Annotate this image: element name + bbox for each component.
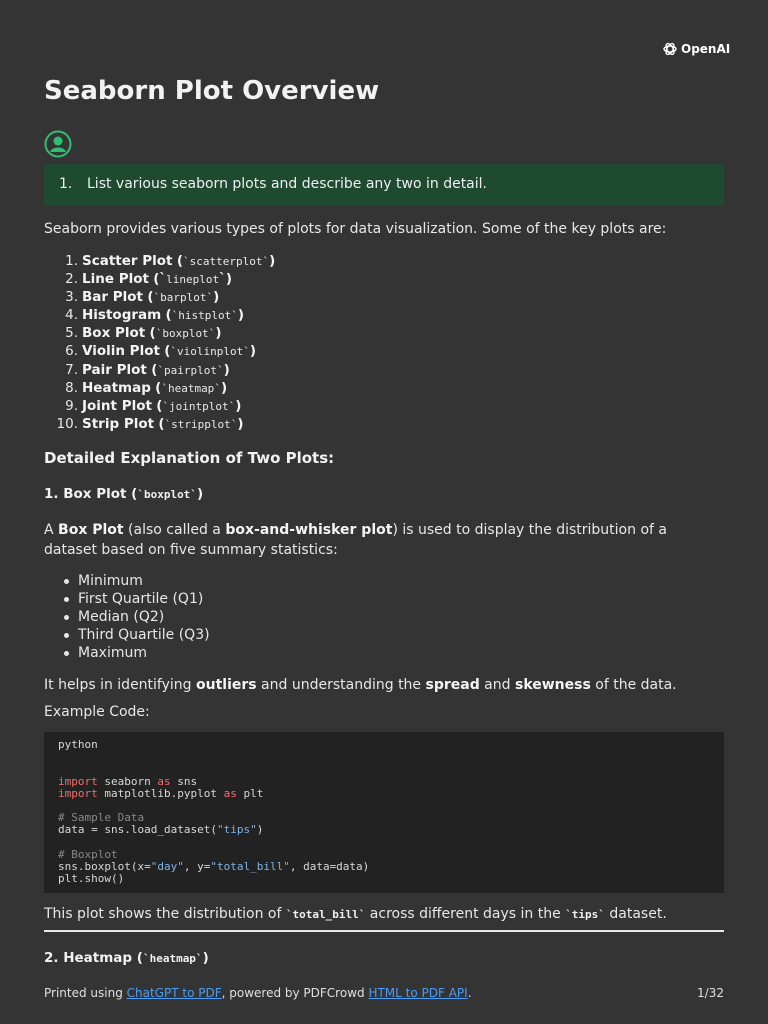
list-item: 1. Scatter Plot (`scatterplot`) <box>65 253 276 269</box>
openai-icon <box>662 41 678 57</box>
divider <box>44 930 724 932</box>
list-item: 5. Box Plot (`boxplot`) <box>65 325 222 342</box>
page-title: Seaborn Plot Overview <box>44 76 380 106</box>
code-line: plt.show() <box>58 872 125 886</box>
user-prompt <box>44 164 724 206</box>
list-item: 7. Pair Plot (`pairplot`) <box>65 361 230 378</box>
code-line: data = sns.load_dataset("tips") <box>58 823 264 837</box>
code-comment: # Boxplot <box>58 847 118 861</box>
list-item: First Quartile (Q1) <box>62 590 210 608</box>
chatgpt-to-pdf-link[interactable]: ChatGPT to PDF <box>126 986 222 1000</box>
openai-logo <box>662 41 730 57</box>
plot-list <box>52 252 275 433</box>
logo-text: OpenAI <box>681 42 731 56</box>
code-language: python <box>58 738 98 751</box>
boxplot-description: A Box Plot (also called a box-and-whisker plot) is used to display the distribution of a dataset based on five summary statistics: <box>44 522 667 558</box>
code-line: sns.boxplot(x="day", y="total_bill", data=data) <box>58 859 370 873</box>
code-block[interactable] <box>44 732 724 893</box>
list-item: Minimum <box>62 572 210 590</box>
footer: Printed using ChatGPT to PDF, powered by PDFCrowd HTML to PDF API. 1/32 <box>44 986 724 1000</box>
list-item: 6. Violin Plot (`violinplot`) <box>65 343 257 360</box>
prompt-text: List various seaborn plots and describe any two in detail. <box>87 176 487 192</box>
list-item: 4. Histogram (`histplot`) <box>65 307 245 324</box>
html-to-pdf-api-link[interactable]: HTML to PDF API <box>368 986 468 1000</box>
list-item: 3. Bar Plot (`barplot`) <box>65 289 220 306</box>
list-item: 9. Joint Plot (`jointplot`) <box>65 397 242 414</box>
user-avatar-icon <box>44 130 72 158</box>
prompt-number: 1. <box>59 176 73 192</box>
intro-text: Seaborn provides various types of plots for data visualization. Some of the key plots are: <box>44 221 667 237</box>
section-heading: Detailed Explanation of Two Plots: <box>44 449 335 467</box>
list-item: Maximum <box>62 644 210 662</box>
example-code-label: Example Code: <box>44 704 150 720</box>
helps-text: It helps in identifying outliers and understanding the spread and skewness of the data. <box>44 677 677 693</box>
list-item: 10. Strip Plot (`stripplot`) <box>56 415 244 432</box>
list-item: Third Quartile (Q3) <box>62 626 210 644</box>
list-item: 8. Heatmap (`heatmap`) <box>65 379 228 396</box>
code-comment: # Sample Data <box>58 811 145 825</box>
code-line: import seaborn as sns <box>58 774 198 788</box>
page-number: 1/32 <box>697 986 724 1000</box>
code-line: import matplotlib.pyplot as plt <box>58 786 264 800</box>
heatmap-heading: 2. Heatmap (`heatmap`) <box>44 950 209 966</box>
list-item: 2. Line Plot (`lineplot`) <box>65 271 233 288</box>
list-item: Median (Q2) <box>62 608 210 626</box>
plot-note: This plot shows the distribution of `total_bill` across different days in the `tips` dataset. <box>44 906 667 922</box>
boxplot-heading: 1. Box Plot (`boxplot`) <box>44 486 204 502</box>
summary-stats-list <box>62 572 210 662</box>
